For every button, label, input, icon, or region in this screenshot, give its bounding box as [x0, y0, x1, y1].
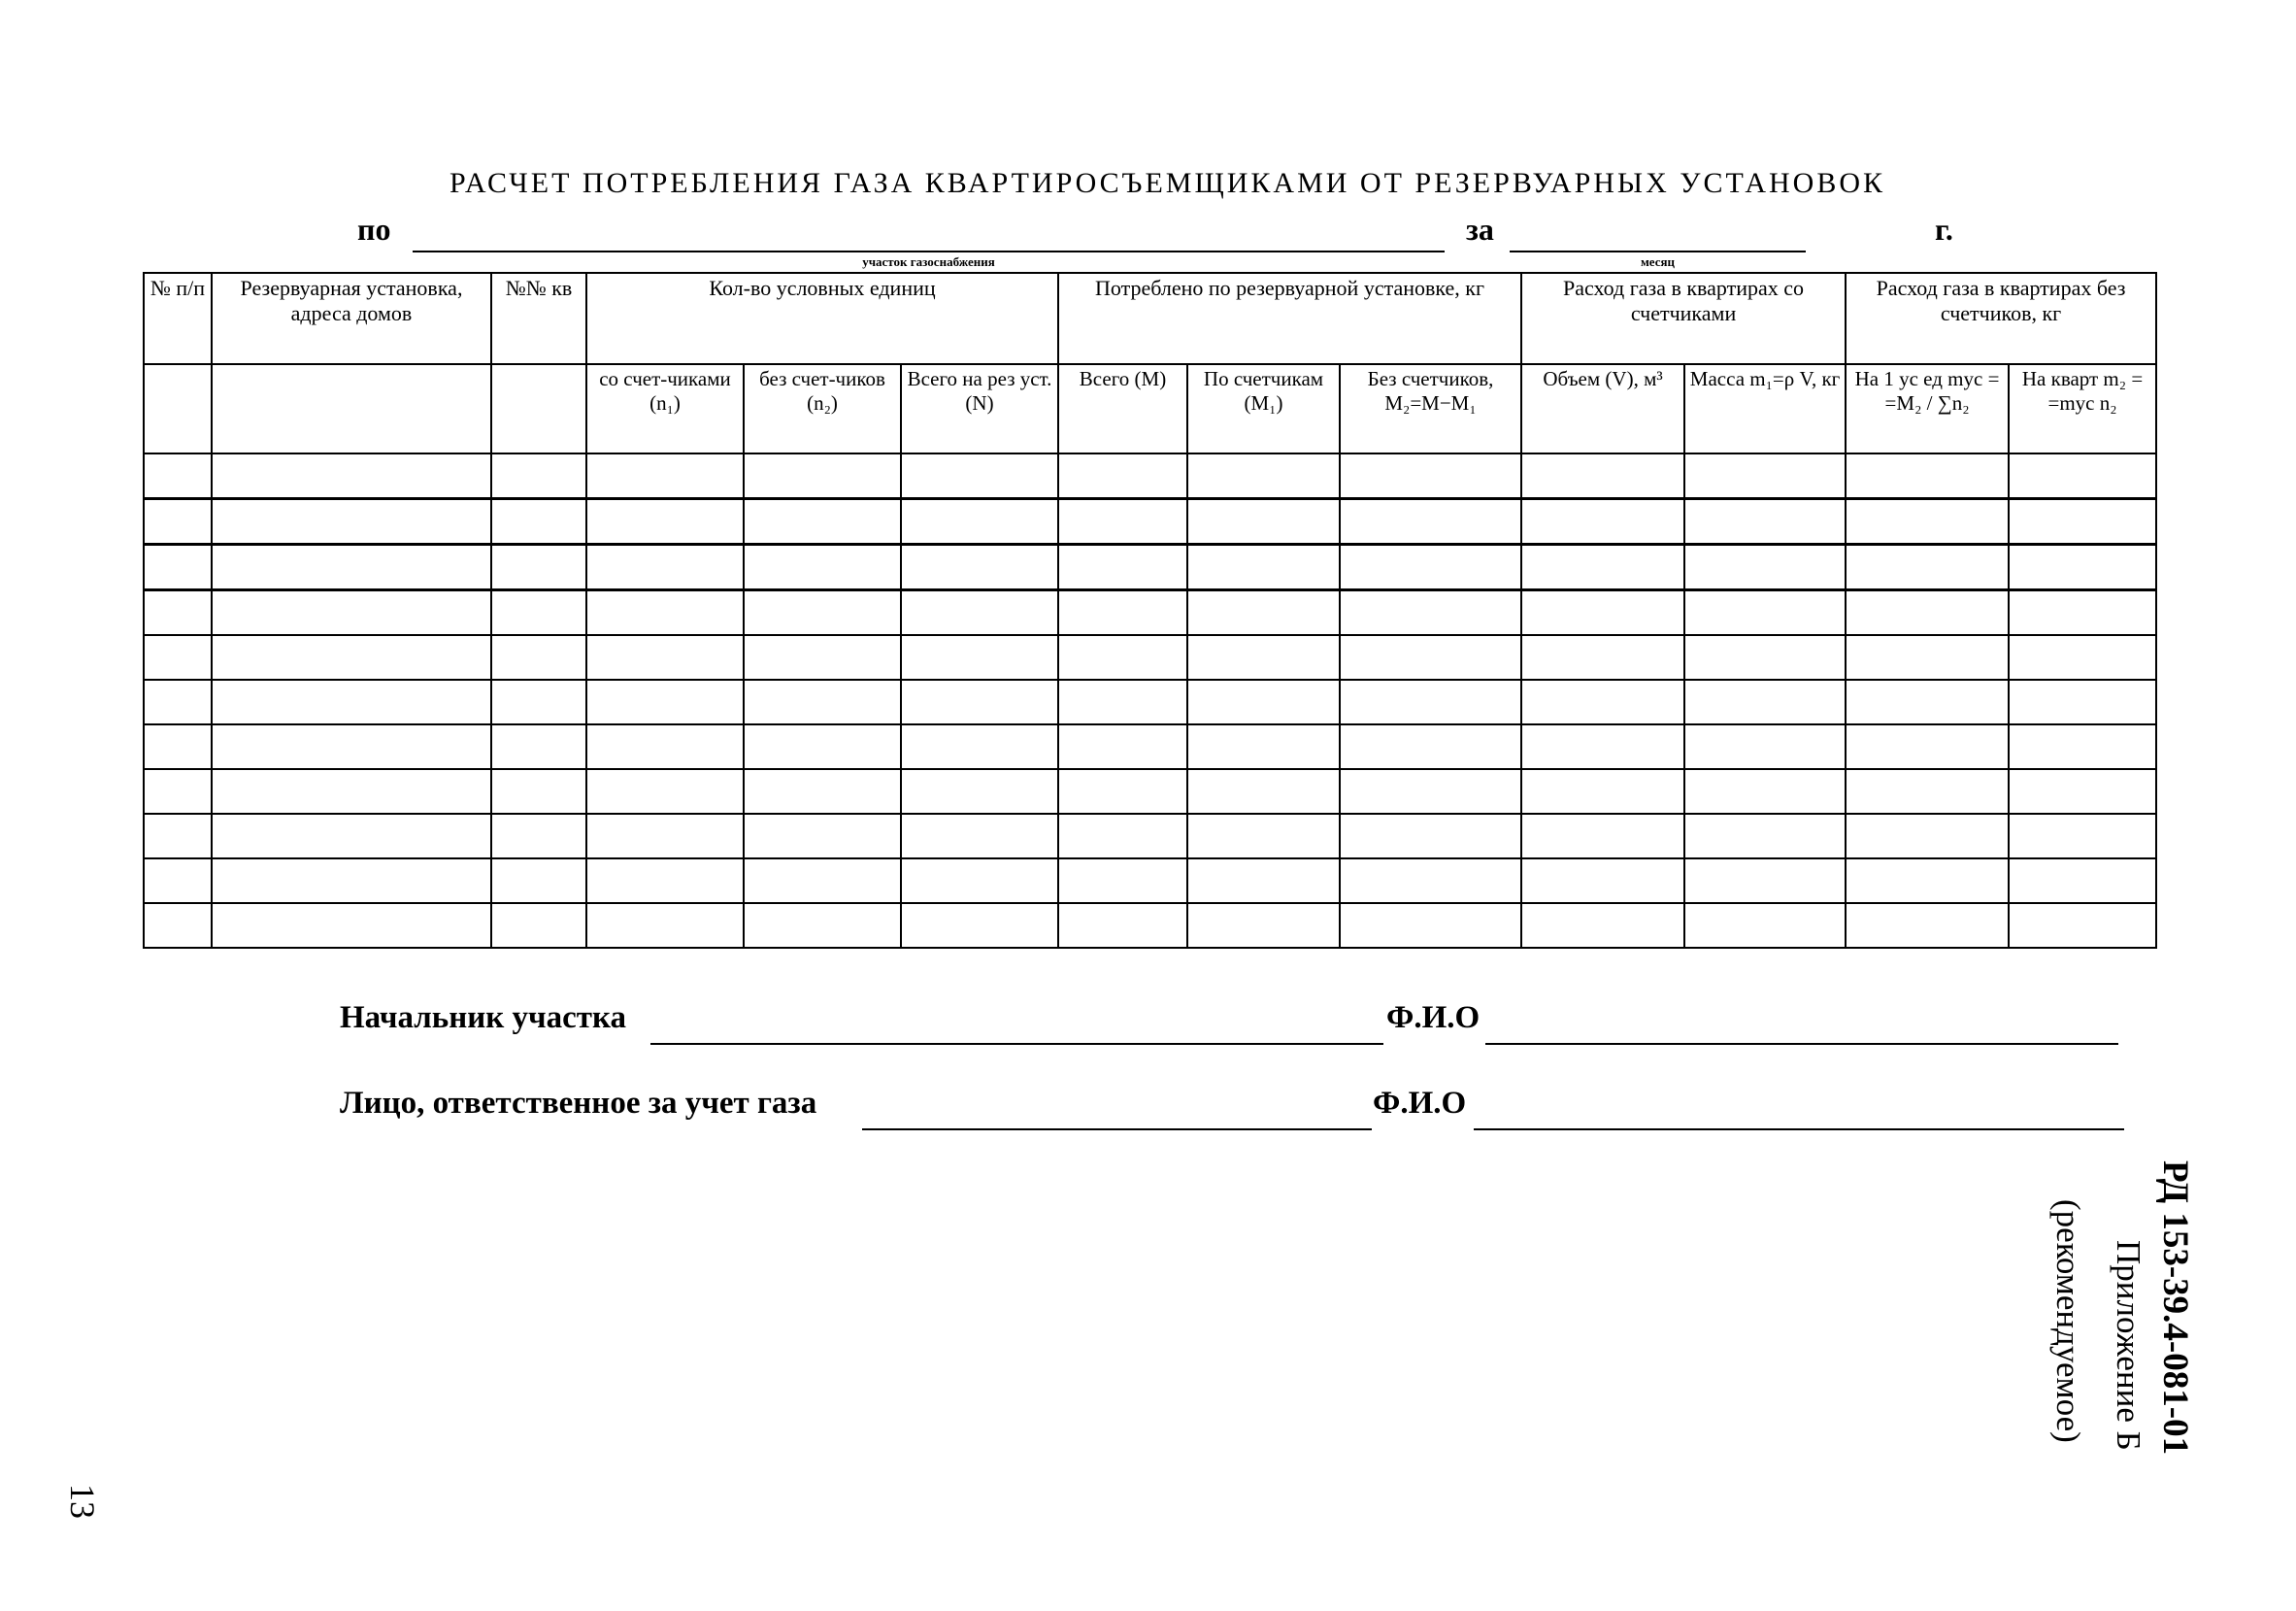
- table-cell[interactable]: [1058, 635, 1187, 680]
- table-body: [144, 453, 2156, 948]
- table-row: [144, 453, 2156, 499]
- table-row: [144, 499, 2156, 545]
- table-cell[interactable]: [1684, 724, 1846, 769]
- table-cell[interactable]: [744, 769, 901, 814]
- subheader-cell: Без счетчиков, M₂=M−M₁: [1340, 364, 1521, 453]
- table-cell[interactable]: [586, 903, 744, 948]
- table-cell[interactable]: [1187, 499, 1340, 545]
- table-cell[interactable]: [2009, 499, 2156, 545]
- table-cell[interactable]: [1684, 858, 1846, 903]
- table-cell[interactable]: [901, 814, 1058, 858]
- po-label: по: [357, 212, 391, 247]
- table-cell[interactable]: [744, 635, 901, 680]
- table-row: [144, 680, 2156, 724]
- table-cell[interactable]: [1846, 903, 2009, 948]
- table-cell[interactable]: [586, 769, 744, 814]
- table-cell[interactable]: [1340, 903, 1521, 948]
- table-row: [144, 858, 2156, 903]
- table-cell[interactable]: [1058, 769, 1187, 814]
- table-cell[interactable]: [901, 545, 1058, 590]
- table-cell[interactable]: [1340, 680, 1521, 724]
- chief-fio-field[interactable]: [1485, 1008, 2118, 1045]
- table-row: [144, 724, 2156, 769]
- table-cell[interactable]: [1846, 769, 2009, 814]
- table-cell[interactable]: [1340, 499, 1521, 545]
- table-cell[interactable]: [491, 814, 586, 858]
- chief-signature-field[interactable]: [650, 1008, 1383, 1045]
- table-cell[interactable]: [1846, 453, 2009, 499]
- table-cell[interactable]: [144, 635, 212, 680]
- table-cell[interactable]: [212, 453, 491, 499]
- table-cell[interactable]: [1521, 545, 1684, 590]
- header-row-2: [144, 364, 2156, 453]
- table-row: [144, 769, 2156, 814]
- table-cell[interactable]: [1521, 858, 1684, 903]
- subheader-cell: Всего (M): [1058, 364, 1187, 453]
- table-cell[interactable]: [144, 499, 212, 545]
- table-cell[interactable]: [1684, 635, 1846, 680]
- table-cell[interactable]: [144, 814, 212, 858]
- table-row: [144, 590, 2156, 636]
- table-cell[interactable]: [212, 903, 491, 948]
- table-cell[interactable]: [144, 724, 212, 769]
- year-label: г.: [1935, 212, 1953, 247]
- table-cell[interactable]: [1846, 590, 2009, 636]
- table-cell[interactable]: [586, 680, 744, 724]
- subheader-cell: На кварт m₂ = =mус n₂: [2009, 364, 2156, 453]
- subheader-cell: Всего на рез уст. (N): [901, 364, 1058, 453]
- page-number: 13: [63, 1484, 102, 1519]
- table-cell[interactable]: [1340, 769, 1521, 814]
- table-cell[interactable]: [901, 724, 1058, 769]
- table-cell[interactable]: [744, 903, 901, 948]
- table-cell[interactable]: [744, 590, 901, 636]
- table-cell[interactable]: [144, 903, 212, 948]
- table-cell[interactable]: [1187, 724, 1340, 769]
- table-cell[interactable]: [144, 590, 212, 636]
- subheader-cell: По счетчикам (M₁): [1187, 364, 1340, 453]
- table-cell[interactable]: [2009, 858, 2156, 903]
- table-cell[interactable]: [1340, 635, 1521, 680]
- table-cell[interactable]: [1684, 680, 1846, 724]
- table-cell[interactable]: [1684, 545, 1846, 590]
- table-cell[interactable]: [1521, 724, 1684, 769]
- table-cell[interactable]: [1058, 453, 1187, 499]
- table-cell[interactable]: [491, 769, 586, 814]
- subheader-cell: со счет-чиками (n₁): [586, 364, 744, 453]
- chief-fio-label: Ф.И.О: [1386, 1000, 1481, 1035]
- appendix-label: Приложение Б: [2110, 1240, 2147, 1451]
- table-cell[interactable]: [1521, 814, 1684, 858]
- table-cell[interactable]: [1684, 499, 1846, 545]
- table-cell[interactable]: [744, 499, 901, 545]
- table-cell[interactable]: [586, 814, 744, 858]
- table-cell[interactable]: [1521, 499, 1684, 545]
- table-cell[interactable]: [491, 545, 586, 590]
- table-cell[interactable]: [1058, 590, 1187, 636]
- table-cell[interactable]: [1521, 453, 1684, 499]
- table-cell[interactable]: [212, 590, 491, 636]
- table-cell[interactable]: [144, 858, 212, 903]
- table-cell[interactable]: [2009, 590, 2156, 636]
- table-cell[interactable]: [586, 499, 744, 545]
- table-cell[interactable]: [491, 680, 586, 724]
- table-cell[interactable]: [1058, 903, 1187, 948]
- table-cell[interactable]: [901, 769, 1058, 814]
- table-cell[interactable]: [2009, 545, 2156, 590]
- table-cell[interactable]: [1521, 680, 1684, 724]
- table-cell[interactable]: [491, 590, 586, 636]
- table-cell[interactable]: [212, 545, 491, 590]
- table-cell[interactable]: [901, 499, 1058, 545]
- consumption-table: [143, 272, 2157, 949]
- doc-code: РД 153-39.4-081-01: [2155, 1160, 2195, 1456]
- col-with-meters-header: Расход газа в квартирах со счетчиками: [1521, 273, 1846, 364]
- table-cell[interactable]: [2009, 635, 2156, 680]
- table-cell[interactable]: [1846, 499, 2009, 545]
- section-caption: участок газоснабжения: [862, 254, 995, 269]
- table-cell[interactable]: [1521, 635, 1684, 680]
- table-cell[interactable]: [1846, 814, 2009, 858]
- table-cell[interactable]: [491, 499, 586, 545]
- table-cell[interactable]: [1058, 499, 1187, 545]
- table-cell[interactable]: [586, 590, 744, 636]
- table-cell[interactable]: [744, 545, 901, 590]
- table-cell[interactable]: [901, 903, 1058, 948]
- empty-cell: [212, 364, 491, 453]
- table-cell[interactable]: [1058, 545, 1187, 590]
- month-caption: месяц: [1640, 254, 1676, 269]
- table-cell[interactable]: [2009, 769, 2156, 814]
- table-cell[interactable]: [744, 724, 901, 769]
- subheader-cell: без счет-чиков (n₂): [744, 364, 901, 453]
- table-cell[interactable]: [901, 858, 1058, 903]
- table-cell[interactable]: [491, 858, 586, 903]
- table-cell[interactable]: [1340, 453, 1521, 499]
- table-cell[interactable]: [1340, 814, 1521, 858]
- table-cell[interactable]: [2009, 680, 2156, 724]
- table-cell[interactable]: [144, 769, 212, 814]
- table-cell[interactable]: [212, 499, 491, 545]
- table-cell[interactable]: [901, 590, 1058, 636]
- chief-label: Начальник участка: [340, 1000, 626, 1035]
- recommended-label: (рекомендуемое): [2049, 1199, 2087, 1443]
- table-cell[interactable]: [586, 858, 744, 903]
- responsible-signature-field[interactable]: [862, 1093, 1372, 1130]
- table-cell[interactable]: [1846, 545, 2009, 590]
- table-row: [144, 903, 2156, 948]
- table-cell[interactable]: [1058, 858, 1187, 903]
- table-cell[interactable]: [1187, 858, 1340, 903]
- table-cell[interactable]: [744, 453, 901, 499]
- table-cell[interactable]: [586, 635, 744, 680]
- table-cell[interactable]: [212, 814, 491, 858]
- table-cell[interactable]: [1521, 903, 1684, 948]
- table-cell[interactable]: [491, 453, 586, 499]
- table-cell[interactable]: [1187, 769, 1340, 814]
- col-units-header: Кол-во условных единиц: [586, 273, 1058, 364]
- table-cell[interactable]: [586, 545, 744, 590]
- table-cell[interactable]: [144, 545, 212, 590]
- table-cell[interactable]: [1058, 724, 1187, 769]
- col-installation-header: Резервуарная установка, адреса домов: [212, 273, 491, 364]
- table-cell[interactable]: [2009, 814, 2156, 858]
- table-cell[interactable]: [1187, 814, 1340, 858]
- document-title: РАСЧЕТ ПОТРЕБЛЕНИЯ ГАЗА КВАРТИРОСЪЕМЩИКАМИ ОТ РЕЗЕРВУАРНЫХ УСТАНОВОК: [449, 167, 1886, 199]
- table-cell[interactable]: [744, 680, 901, 724]
- table-row: [144, 545, 2156, 590]
- table-cell[interactable]: [1684, 453, 1846, 499]
- table-cell[interactable]: [1187, 545, 1340, 590]
- table-cell[interactable]: [212, 858, 491, 903]
- table-cell[interactable]: [491, 903, 586, 948]
- table-cell[interactable]: [1187, 590, 1340, 636]
- responsible-fio-field[interactable]: [1474, 1093, 2124, 1130]
- table-cell[interactable]: [586, 453, 744, 499]
- table-cell[interactable]: [212, 680, 491, 724]
- table-cell[interactable]: [1058, 680, 1187, 724]
- table-cell[interactable]: [1684, 590, 1846, 636]
- table-cell[interactable]: [1846, 680, 2009, 724]
- za-label: за: [1466, 212, 1494, 247]
- empty-cell: [491, 364, 586, 453]
- table-cell[interactable]: [1846, 724, 2009, 769]
- table-cell[interactable]: [1187, 635, 1340, 680]
- table-cell[interactable]: [144, 453, 212, 499]
- table-cell[interactable]: [491, 724, 586, 769]
- table-cell[interactable]: [1684, 814, 1846, 858]
- table-cell[interactable]: [1340, 590, 1521, 636]
- table-cell[interactable]: [586, 724, 744, 769]
- subheader-cell: На 1 ус ед mус = =M₂ / ∑n₂: [1846, 364, 2009, 453]
- table-cell[interactable]: [744, 858, 901, 903]
- table-cell[interactable]: [1521, 590, 1684, 636]
- table-cell[interactable]: [1846, 635, 2009, 680]
- header-row-1: [144, 273, 2156, 364]
- subheader-cell: Объем (V), м³: [1521, 364, 1684, 453]
- col-apt-header: №№ кв: [491, 273, 586, 364]
- table-cell[interactable]: [212, 769, 491, 814]
- table-row: [144, 635, 2156, 680]
- table-cell[interactable]: [1340, 724, 1521, 769]
- table-cell[interactable]: [144, 680, 212, 724]
- table-cell[interactable]: [2009, 903, 2156, 948]
- table-cell[interactable]: [1521, 769, 1684, 814]
- table-cell[interactable]: [1187, 453, 1340, 499]
- responsible-fio-label: Ф.И.О: [1373, 1086, 1467, 1121]
- table-cell[interactable]: [1058, 814, 1187, 858]
- table-cell[interactable]: [1340, 545, 1521, 590]
- empty-cell: [144, 364, 212, 453]
- table-cell[interactable]: [212, 635, 491, 680]
- table-cell[interactable]: [744, 814, 901, 858]
- table-cell[interactable]: [212, 724, 491, 769]
- table-cell[interactable]: [2009, 724, 2156, 769]
- responsible-label: Лицо, ответственное за учет газа: [340, 1086, 817, 1121]
- table-cell[interactable]: [1340, 858, 1521, 903]
- col-consumed-header: Потреблено по резервуарной установке, кг: [1058, 273, 1521, 364]
- col-without-meters-header: Расход газа в квартирах без счетчиков, кг: [1846, 273, 2156, 364]
- table-row: [144, 814, 2156, 858]
- table-cell[interactable]: [1846, 858, 2009, 903]
- table-cell[interactable]: [901, 635, 1058, 680]
- subheader-cell: Масса m₁=ρ V, кг: [1684, 364, 1846, 453]
- section-field[interactable]: [413, 216, 1445, 252]
- month-field[interactable]: [1510, 216, 1806, 252]
- table-cell[interactable]: [2009, 453, 2156, 499]
- table-cell[interactable]: [491, 635, 586, 680]
- table-cell[interactable]: [901, 680, 1058, 724]
- table-cell[interactable]: [1187, 680, 1340, 724]
- table-cell[interactable]: [901, 453, 1058, 499]
- table-cell[interactable]: [1187, 903, 1340, 948]
- col-num-header: № п/п: [144, 273, 212, 364]
- table-cell[interactable]: [1684, 769, 1846, 814]
- table-cell[interactable]: [1684, 903, 1846, 948]
